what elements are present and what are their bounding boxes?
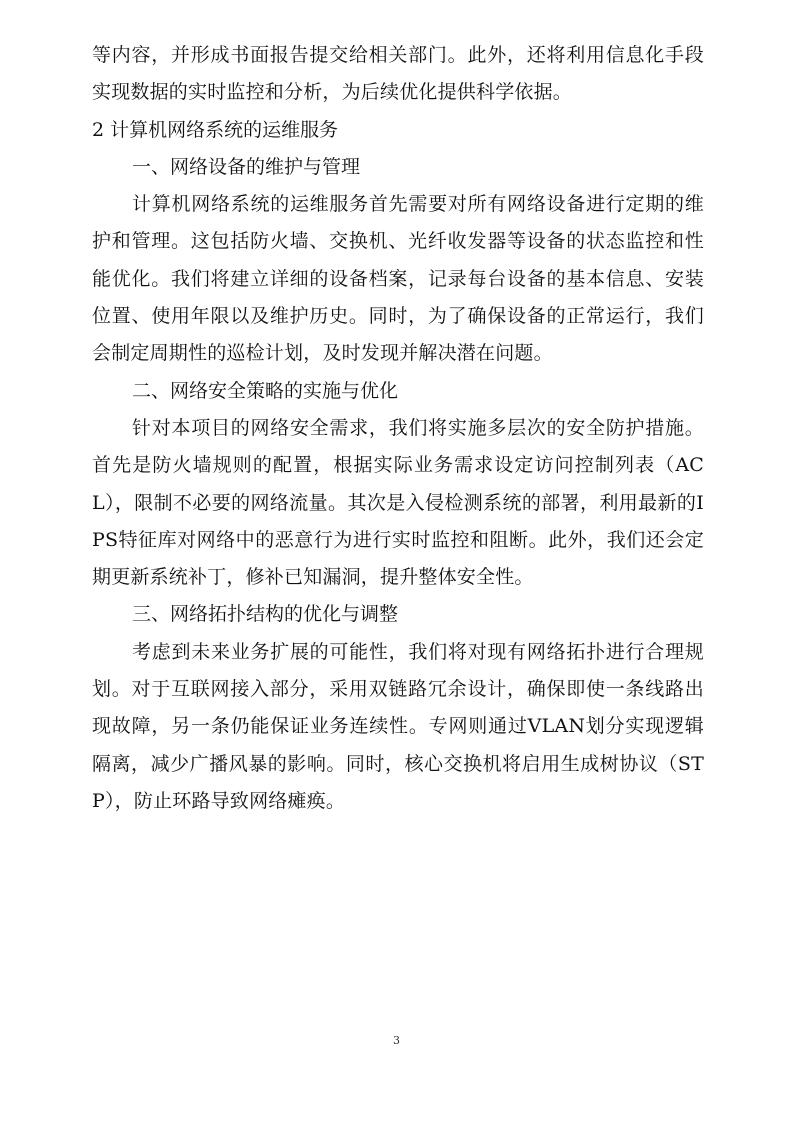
- heading-security-policy: 二、网络安全策略的实施与优化: [132, 379, 399, 402]
- paragraph-topology: 考虑到未来业务扩展的可能性，我们将对现有网络拓扑进行合理规划。对于互联网接入部分，采用双链路冗余设计，确保即使一条线路出现故障，另一条仍能保证业务连续性。专网则通过VLAN划分实现逻辑隔离，减少广播风暴的影响。同时，核心交换机将启用生成树协议（STP），防止环路导致网络瘫痪。: [92, 640, 704, 812]
- paragraph-continuation: 等内容，并形成书面报告提交给相关部门。此外，还将利用信息化手段实现数据的实时监控和分析，为后续优化提供科学依据。: [92, 44, 704, 104]
- section-title: 2 计算机网络系统的运维服务: [92, 118, 339, 141]
- heading-device-maintenance: 一、网络设备的维护与管理: [132, 155, 361, 178]
- paragraph-security-policy: 针对本项目的网络安全需求，我们将实施多层次的安全防护措施。首先是防火墙规则的配置，根据实际业务需求设定访问控制列表（ACL），限制不必要的网络流量。其次是入侵检测系统的部署，利用最新的IPS特征库对网络中的恶意行为进行实时监控和阻断。此外，我们还会定期更新系统补丁，修补已知漏洞，提升整体安全性。: [92, 416, 704, 589]
- paragraph-device-maintenance: 计算机网络系统的运维服务首先需要对所有网络设备进行定期的维护和管理。这包括防火墙、交换机、光纤收发器等设备的状态监控和性能优化。我们将建立详细的设备档案，记录每台设备的基本信息、安装位置、使用年限以及维护历史。同时，为了确保设备的正常运行，我们会制定周期性的巡检计划，及时发现并解决潜在问题。: [92, 193, 704, 365]
- heading-topology: 三、网络拓扑结构的优化与调整: [132, 603, 399, 626]
- page-number: 3: [393, 1034, 400, 1047]
- document-page: [92, 37, 704, 820]
